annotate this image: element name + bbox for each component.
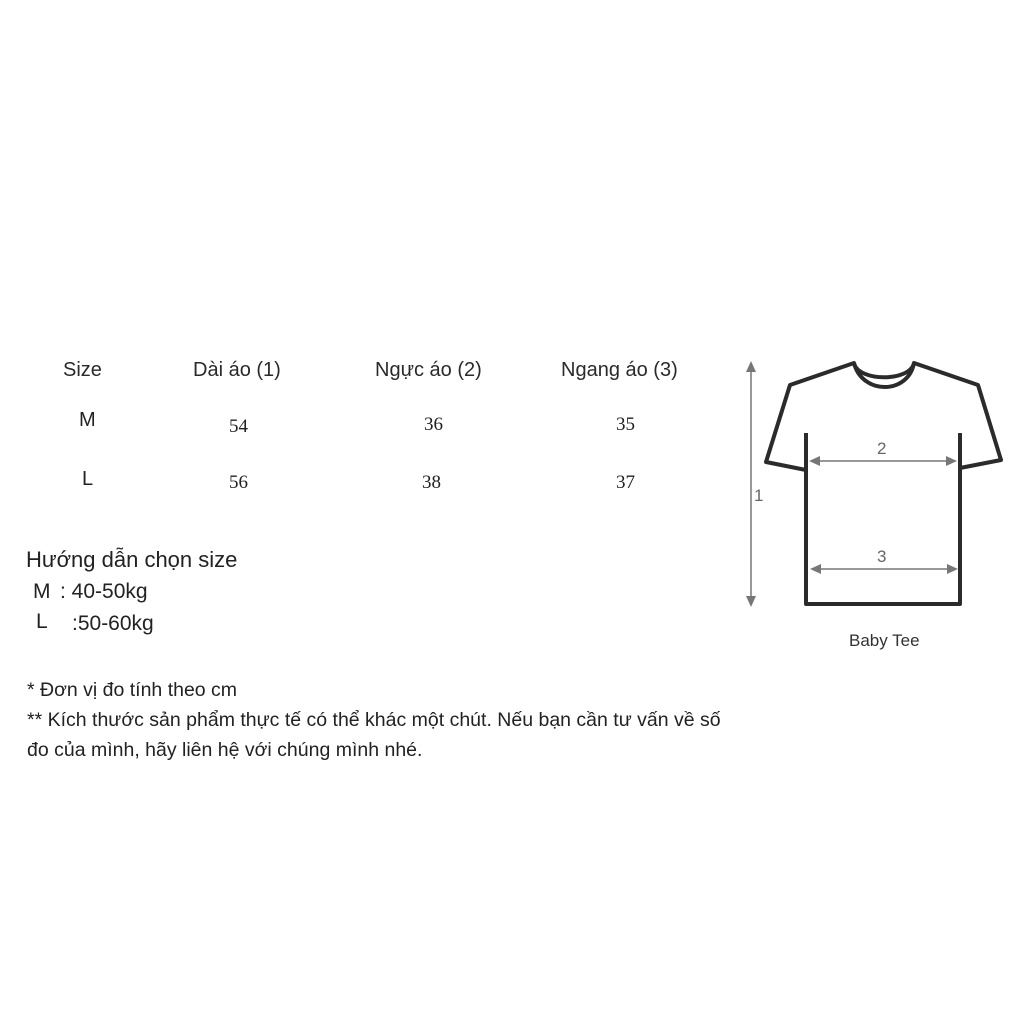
cell-l-chest: 38 bbox=[422, 472, 441, 493]
label-length: 1 bbox=[754, 486, 764, 505]
cell-l-length: 56 bbox=[229, 472, 248, 493]
guide-item-m-size: M bbox=[33, 580, 51, 603]
note-unit: * Đơn vị đo tính theo cm bbox=[27, 679, 238, 701]
header-width: Ngang áo (3) bbox=[561, 359, 678, 381]
cell-m-length: 54 bbox=[229, 416, 248, 437]
length-arrow bbox=[746, 361, 756, 607]
header-chest: Ngực áo (2) bbox=[375, 359, 482, 381]
tshirt-collar bbox=[854, 363, 914, 377]
cell-m-width: 35 bbox=[616, 414, 635, 435]
header-length: Dài áo (1) bbox=[193, 359, 281, 381]
note-disclaimer: ** Kích thước sản phẩm thực tế có thể khác một chút. Nếu bạn cần tư vấn về số đo của mình, hãy liên hệ với chúng mình nhé. bbox=[27, 709, 721, 761]
row-size-l: L bbox=[82, 468, 94, 490]
cell-l-width: 37 bbox=[616, 472, 635, 493]
header-size: Size bbox=[63, 359, 102, 381]
label-width: 3 bbox=[877, 547, 887, 566]
guide-item-l-range: :50-60kg bbox=[72, 612, 154, 635]
guide-title: Hướng dẫn chọn size bbox=[26, 547, 238, 572]
diagram-caption: Baby Tee bbox=[849, 631, 920, 650]
label-chest: 2 bbox=[877, 439, 887, 458]
tshirt-outline bbox=[766, 363, 1001, 604]
tshirt-measurement-diagram bbox=[730, 350, 1020, 660]
cell-m-chest: 36 bbox=[424, 414, 443, 435]
row-size-m: M bbox=[79, 409, 96, 431]
guide-item-m-range: : 40-50kg bbox=[60, 580, 148, 603]
guide-item-l-size: L bbox=[36, 610, 48, 633]
